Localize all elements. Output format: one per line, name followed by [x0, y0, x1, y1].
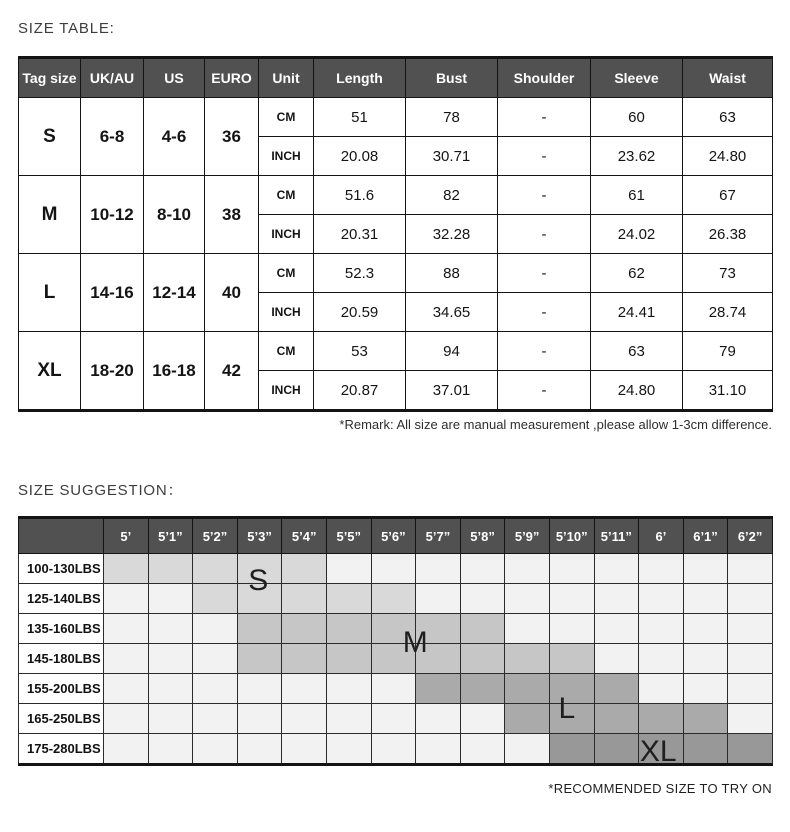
euro-cell: 36: [205, 98, 259, 176]
weight-row-155-200lbs: [19, 674, 773, 704]
zone-cell-empty: [639, 584, 684, 614]
zone-cell-empty: [416, 704, 461, 734]
shoulder-cm-value: -: [498, 332, 591, 371]
zone-cell-empty: [282, 734, 327, 765]
zone-cell-m: [371, 614, 416, 644]
zone-cell-empty: [193, 644, 238, 674]
zone-cell-empty: [193, 734, 238, 765]
zone-cell-s: [104, 554, 149, 584]
zone-cell-m: [282, 614, 327, 644]
size-table-header-euro: EURO: [205, 58, 259, 98]
weight-row-175-280lbs: [19, 734, 773, 765]
height-header-6: 5’6”: [371, 518, 416, 554]
waist-inch-value: 28.74: [683, 293, 773, 332]
zone-cell-empty: [237, 704, 282, 734]
zone-cell-l: [594, 674, 639, 704]
zone-cell-empty: [683, 674, 728, 704]
length-inch-value: 20.08: [314, 137, 406, 176]
zone-cell-empty: [326, 554, 371, 584]
zone-cell-l: [549, 674, 594, 704]
zone-cell-empty: [148, 674, 193, 704]
zone-cell-empty: [683, 644, 728, 674]
weight-label: 175-280LBS: [19, 734, 104, 765]
zone-cell-empty: [148, 704, 193, 734]
sleeve-cm-value: 60: [591, 98, 683, 137]
sleeve-cm-value: 63: [591, 332, 683, 371]
unit-inch-cell: INCH: [259, 137, 314, 176]
zone-cell-empty: [282, 674, 327, 704]
unit-inch-cell: INCH: [259, 371, 314, 411]
zone-cell-xl: [549, 734, 594, 765]
zone-cell-empty: [639, 644, 684, 674]
zone-marker-s: S: [248, 564, 269, 597]
shoulder-cm-value: -: [498, 254, 591, 293]
zone-marker-m: M: [402, 625, 428, 659]
zone-cell-xl: [594, 734, 639, 765]
zone-cell-empty: [460, 734, 505, 765]
zone-cell-empty: [460, 554, 505, 584]
zone-cell-l: [683, 704, 728, 734]
size-table-header-length: Length: [314, 58, 406, 98]
weight-row-165-250lbs: [19, 704, 773, 734]
zone-cell-l: [416, 674, 461, 704]
zone-cell-empty: [237, 674, 282, 704]
zone-cell-empty: [505, 584, 550, 614]
size-table-header-unit: Unit: [259, 58, 314, 98]
bust-cm-value: 94: [406, 332, 498, 371]
euro-cell: 38: [205, 176, 259, 254]
zone-cell-l: [594, 704, 639, 734]
zone-cell-empty: [505, 734, 550, 765]
zone-cell-empty: [683, 614, 728, 644]
length-inch-value: 20.59: [314, 293, 406, 332]
zone-cell-m: [416, 614, 461, 644]
uk-au-cell: 6-8: [81, 98, 144, 176]
zone-cell-l: [505, 674, 550, 704]
zone-cell-l: [505, 704, 550, 734]
size-suggestion-section: [18, 516, 772, 766]
weight-label: 165-250LBS: [19, 704, 104, 734]
zone-cell-empty: [326, 704, 371, 734]
zone-cell-empty: [460, 584, 505, 614]
zone-cell-empty: [148, 614, 193, 644]
size-table: [18, 56, 773, 412]
zone-cell-empty: [416, 734, 461, 765]
zone-cell-empty: [683, 584, 728, 614]
waist-cm-value: 79: [683, 332, 773, 371]
zone-cell-empty: [594, 554, 639, 584]
measurement-remark: *Remark: All size are manual measurement ,please allow 1-3cm difference.: [339, 417, 772, 432]
zone-cell-empty: [104, 644, 149, 674]
waist-inch-value: 31.10: [683, 371, 773, 411]
uk-au-cell: 18-20: [81, 332, 144, 411]
zone-cell-empty: [460, 704, 505, 734]
height-header-10: 5’10”: [549, 518, 594, 554]
zone-cell-empty: [371, 704, 416, 734]
zone-cell-m: [416, 644, 461, 674]
weight-row-125-140lbs: [19, 584, 773, 614]
zone-cell-empty: [326, 734, 371, 765]
height-header-0: 5’: [104, 518, 149, 554]
tag-size-cell-l: L: [19, 254, 81, 332]
bust-inch-value: 32.28: [406, 215, 498, 254]
length-cm-value: 52.3: [314, 254, 406, 293]
unit-inch-cell: INCH: [259, 215, 314, 254]
zone-cell-s: [237, 554, 282, 584]
zone-cell-s: [237, 584, 282, 614]
weight-row-100-130lbs: [19, 554, 773, 584]
zone-cell-m: [460, 644, 505, 674]
shoulder-inch-value: -: [498, 137, 591, 176]
tag-size-cell-xl: XL: [19, 332, 81, 411]
sleeve-inch-value: 24.80: [591, 371, 683, 411]
height-header-14: 6’2”: [728, 518, 773, 554]
weight-row-135-160lbs: [19, 614, 773, 644]
bust-inch-value: 30.71: [406, 137, 498, 176]
sleeve-cm-value: 61: [591, 176, 683, 215]
size-table-header-shoulder: Shoulder: [498, 58, 591, 98]
us-cell: 12-14: [144, 254, 205, 332]
shoulder-inch-value: -: [498, 215, 591, 254]
height-header-13: 6’1”: [683, 518, 728, 554]
unit-cm-cell: CM: [259, 332, 314, 371]
zone-marker-xl: XL: [639, 735, 677, 768]
zone-cell-s: [193, 554, 238, 584]
zone-cell-xl: [683, 734, 728, 765]
us-cell: 16-18: [144, 332, 205, 411]
height-header-row: [19, 518, 773, 554]
waist-cm-value: 67: [683, 176, 773, 215]
zone-cell-empty: [549, 614, 594, 644]
height-header-9: 5’9”: [505, 518, 550, 554]
bust-inch-value: 34.65: [406, 293, 498, 332]
zone-cell-m: [326, 614, 371, 644]
length-inch-value: 20.87: [314, 371, 406, 411]
zone-cell-empty: [326, 674, 371, 704]
bust-inch-value: 37.01: [406, 371, 498, 411]
weight-label: 145-180LBS: [19, 644, 104, 674]
zone-cell-empty: [728, 584, 773, 614]
zone-cell-l: [639, 704, 684, 734]
weight-label: 155-200LBS: [19, 674, 104, 704]
waist-inch-value: 24.80: [683, 137, 773, 176]
size-row-xl-cm: [19, 332, 773, 371]
zone-cell-empty: [505, 614, 550, 644]
zone-cell-empty: [728, 674, 773, 704]
sleeve-cm-value: 62: [591, 254, 683, 293]
shoulder-cm-value: -: [498, 98, 591, 137]
zone-cell-empty: [416, 584, 461, 614]
waist-cm-value: 63: [683, 98, 773, 137]
zone-cell-s: [371, 584, 416, 614]
sleeve-inch-value: 24.41: [591, 293, 683, 332]
height-header-1: 5’1”: [148, 518, 193, 554]
zone-cell-empty: [728, 554, 773, 584]
zone-cell-empty: [193, 614, 238, 644]
zone-cell-m: [371, 644, 416, 674]
size-table-section: [18, 56, 773, 412]
zone-cell-empty: [371, 734, 416, 765]
us-cell: 8-10: [144, 176, 205, 254]
unit-inch-cell: INCH: [259, 293, 314, 332]
zone-cell-m: [505, 644, 550, 674]
size-row-l-cm: [19, 254, 773, 293]
height-header-8: 5’8”: [460, 518, 505, 554]
us-cell: 4-6: [144, 98, 205, 176]
size-table-header-waist: Waist: [683, 58, 773, 98]
size-table-header-tag-size: Tag size: [19, 58, 81, 98]
length-cm-value: 53: [314, 332, 406, 371]
zone-cell-empty: [193, 704, 238, 734]
shoulder-inch-value: -: [498, 293, 591, 332]
zone-cell-empty: [148, 644, 193, 674]
sleeve-inch-value: 23.62: [591, 137, 683, 176]
zone-cell-empty: [371, 674, 416, 704]
zone-cell-xl: [639, 734, 684, 768]
size-table-title: SIZE TABLE:: [18, 20, 115, 37]
height-header-7: 5’7”: [416, 518, 461, 554]
shoulder-cm-value: -: [498, 176, 591, 215]
size-table-header-row: [19, 58, 773, 98]
length-cm-value: 51: [314, 98, 406, 137]
uk-au-cell: 10-12: [81, 176, 144, 254]
zone-cell-empty: [148, 734, 193, 765]
tag-size-cell-m: M: [19, 176, 81, 254]
waist-cm-value: 73: [683, 254, 773, 293]
bust-cm-value: 82: [406, 176, 498, 215]
zone-cell-empty: [371, 554, 416, 584]
zone-cell-empty: [549, 554, 594, 584]
zone-cell-m: [460, 614, 505, 644]
zone-cell-s: [282, 554, 327, 584]
bust-cm-value: 78: [406, 98, 498, 137]
zone-cell-empty: [728, 704, 773, 734]
zone-cell-m: [237, 614, 282, 644]
zone-cell-empty: [728, 614, 773, 644]
zone-cell-empty: [237, 734, 282, 765]
size-table-header-sleeve: Sleeve: [591, 58, 683, 98]
zone-cell-s: [282, 584, 327, 614]
zone-cell-l: [549, 704, 594, 734]
size-table-header-bust: Bust: [406, 58, 498, 98]
sleeve-inch-value: 24.02: [591, 215, 683, 254]
zone-cell-empty: [104, 614, 149, 644]
zone-cell-empty: [594, 644, 639, 674]
size-suggestion-title: SIZE SUGGESTION：: [18, 482, 184, 499]
zone-cell-empty: [148, 584, 193, 614]
zone-cell-empty: [639, 554, 684, 584]
corner-cell: [19, 518, 104, 554]
uk-au-cell: 14-16: [81, 254, 144, 332]
zone-cell-l: [460, 674, 505, 704]
size-row-m-cm: [19, 176, 773, 215]
euro-cell: 40: [205, 254, 259, 332]
shoulder-inch-value: -: [498, 371, 591, 411]
height-header-4: 5’4”: [282, 518, 327, 554]
bust-cm-value: 88: [406, 254, 498, 293]
height-header-12: 6’: [639, 518, 684, 554]
weight-row-145-180lbs: [19, 644, 773, 674]
height-header-11: 5’11”: [594, 518, 639, 554]
height-header-5: 5’5”: [326, 518, 371, 554]
zone-cell-s: [326, 584, 371, 614]
zone-cell-xl: [728, 734, 773, 765]
unit-cm-cell: CM: [259, 176, 314, 215]
length-cm-value: 51.6: [314, 176, 406, 215]
size-suggestion-table: [18, 516, 773, 766]
weight-label: 125-140LBS: [19, 584, 104, 614]
weight-label: 135-160LBS: [19, 614, 104, 644]
zone-cell-empty: [728, 644, 773, 674]
zone-cell-empty: [594, 584, 639, 614]
zone-cell-empty: [594, 614, 639, 644]
zone-cell-empty: [639, 614, 684, 644]
tag-size-cell-s: S: [19, 98, 81, 176]
euro-cell: 42: [205, 332, 259, 411]
zone-cell-empty: [193, 674, 238, 704]
recommended-size-note: *RECOMMENDED SIZE TO TRY ON: [548, 781, 772, 796]
weight-label: 100-130LBS: [19, 554, 104, 584]
zone-cell-empty: [683, 554, 728, 584]
unit-cm-cell: CM: [259, 254, 314, 293]
size-table-header-us: US: [144, 58, 205, 98]
zone-cell-s: [193, 584, 238, 614]
zone-cell-empty: [282, 704, 327, 734]
zone-cell-empty: [104, 704, 149, 734]
zone-cell-empty: [416, 554, 461, 584]
zone-cell-m: [237, 644, 282, 674]
zone-cell-s: [148, 554, 193, 584]
zone-cell-empty: [104, 674, 149, 704]
zone-cell-empty: [639, 674, 684, 704]
length-inch-value: 20.31: [314, 215, 406, 254]
zone-cell-empty: [104, 734, 149, 765]
height-header-2: 5’2”: [193, 518, 238, 554]
zone-marker-l: L: [558, 691, 576, 725]
waist-inch-value: 26.38: [683, 215, 773, 254]
zone-cell-m: [326, 644, 371, 674]
unit-cm-cell: CM: [259, 98, 314, 137]
zone-cell-empty: [104, 584, 149, 614]
height-header-3: 5’3”: [237, 518, 282, 554]
zone-cell-m: [282, 644, 327, 674]
size-row-s-cm: [19, 98, 773, 137]
size-table-header-uk-au: UK/AU: [81, 58, 144, 98]
zone-cell-empty: [549, 584, 594, 614]
zone-cell-empty: [505, 554, 550, 584]
zone-cell-m: [549, 644, 594, 674]
